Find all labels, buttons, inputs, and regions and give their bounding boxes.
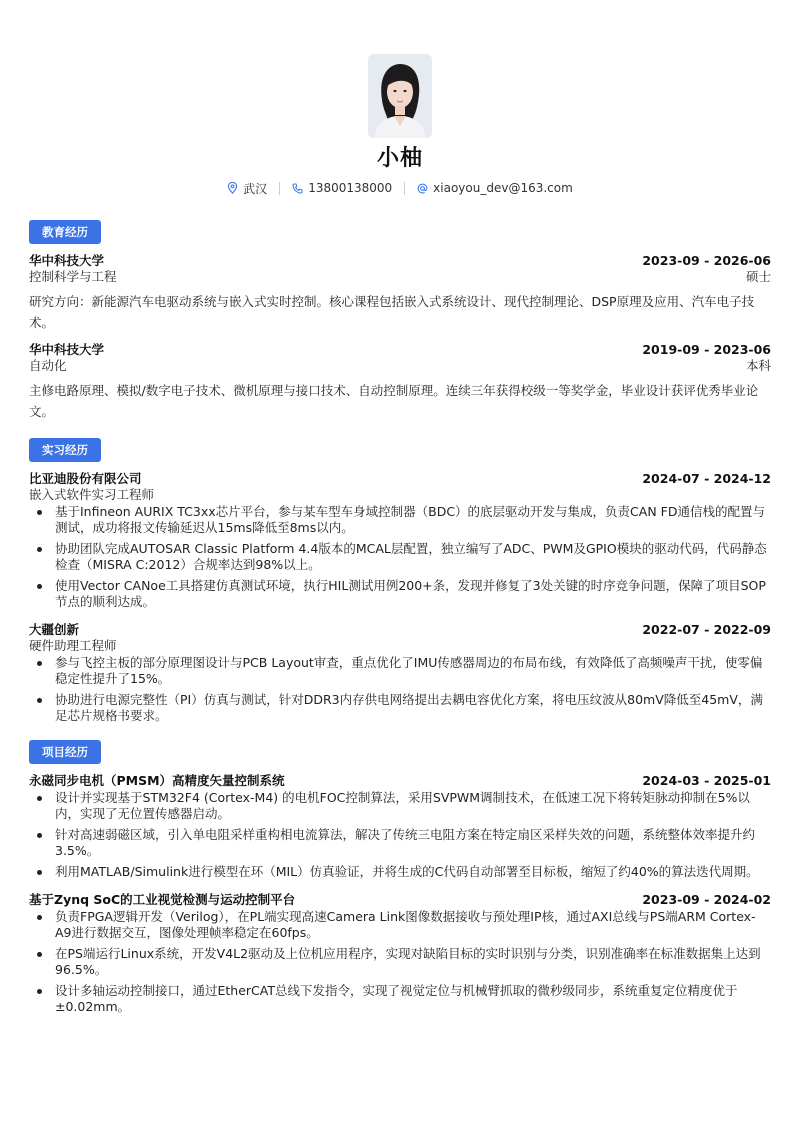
contact-divider	[279, 182, 280, 195]
major: 控制科学与工程	[29, 269, 117, 284]
project-name: 永磁同步电机（PMSM）高精度矢量控制系统	[29, 773, 285, 788]
list-item: 设计多轴运动控制接口，通过EtherCAT总线下发指令，实现了视觉定位与机械臂抓取的微秒级同步，系统重复定位精度优于±0.02mm。	[29, 983, 771, 1015]
project-item	[29, 892, 771, 1015]
section-title-internship: 实习经历	[29, 438, 101, 462]
resume-header	[29, 0, 771, 196]
contact-email[interactable]	[417, 181, 573, 195]
contact-divider	[404, 182, 405, 195]
internship-dates: 2022-07 - 2022-09	[642, 622, 771, 637]
achievement-list	[29, 790, 771, 880]
contact-phone	[292, 181, 392, 195]
job-role: 硬件助理工程师	[29, 638, 117, 653]
education-item	[29, 342, 771, 422]
project-item	[29, 773, 771, 880]
list-item: 设计并实现基于STM32F4 (Cortex-M4) 的电机FOC控制算法，采用SVPWM调制技术，在低速工况下将转矩脉动抑制在5%以内，实现了无位置传感器启动。	[29, 790, 771, 822]
education-description: 研究方向：新能源汽车电驱动系统与嵌入式实时控制。核心课程包括嵌入式系统设计、现代控制理论、DSP原理及应用、汽车电子技术。	[29, 294, 755, 330]
list-item: 负责FPGA逻辑开发（Verilog），在PL端实现高速Camera Link图像数据接收与预处理IP核，通过AXI总线与PS端ARM Cortex-A9进行数据交互，图像处理帧率稳定在60fps。	[29, 909, 771, 941]
internship-dates: 2024-07 - 2024-12	[642, 471, 771, 486]
school-name: 华中科技大学	[29, 253, 105, 268]
profile-photo	[368, 54, 432, 138]
internship-item	[29, 622, 771, 724]
degree: 本科	[745, 358, 771, 373]
education-description: 主修电路原理、模拟/数字电子技术、微机原理与接口技术、自动控制原理。连续三年获得校级一等奖学金，毕业设计获评优秀毕业论文。	[29, 383, 759, 419]
contact-info	[227, 180, 573, 196]
achievement-list	[29, 655, 771, 724]
education-item	[29, 253, 771, 333]
list-item: 在PS端运行Linux系统，开发V4L2驱动及上位机应用程序，实现对缺陷目标的实时识别与分类，识别准确率在标准数据集上达到96.5%。	[29, 946, 771, 978]
education-section	[29, 220, 771, 422]
education-dates: 2019-09 - 2023-06	[642, 342, 771, 357]
location-pin-icon	[227, 182, 238, 194]
list-item: 协助进行电源完整性（PI）仿真与测试，针对DDR3内存供电网络提出去耦电容优化方案，将电压纹波从80mV降低至45mV，满足芯片规格书要求。	[29, 692, 771, 724]
projects-section	[29, 740, 771, 1015]
city-text: 武汉	[243, 181, 268, 196]
section-title-projects: 项目经历	[29, 740, 101, 764]
internship-section	[29, 438, 771, 724]
company-name: 比亚迪股份有限公司	[29, 471, 142, 486]
major: 自动化	[29, 358, 67, 373]
project-dates: 2024-03 - 2025-01	[642, 773, 771, 788]
phone-icon	[292, 183, 303, 194]
company-name: 大疆创新	[29, 622, 80, 637]
avatar-portrait-icon	[368, 54, 432, 138]
list-item: 使用Vector CANoe工具搭建仿真测试环境，执行HIL测试用例200+条，发现并修复了3处关键的时序竞争问题，保障了项目SOP节点的顺利达成。	[29, 578, 771, 610]
project-name: 基于Zynq SoC的工业视觉检测与运动控制平台	[29, 892, 296, 907]
at-sign-icon	[417, 183, 428, 194]
email-text[interactable]: xiaoyou_dev@163.com	[433, 181, 573, 195]
list-item: 协助团队完成AUTOSAR Classic Platform 4.4版本的MCAL层配置，独立编写了ADC、PWM及GPIO模块的驱动代码，代码静态检查（MISRA C:2012）合规率达到98%以上。	[29, 541, 771, 573]
internship-item	[29, 471, 771, 610]
degree: 硕士	[745, 269, 771, 284]
list-item: 针对高速弱磁区域，引入单电阻采样重构相电流算法，解决了传统三电阻方案在特定扇区采样失效的问题，系统整体效率提升约3.5%。	[29, 827, 771, 859]
section-title-education: 教育经历	[29, 220, 101, 244]
list-item: 基于Infineon AURIX TC3xx芯片平台，参与某车型车身域控制器（BDC）的底层驱动开发与集成，负责CAN FD通信栈的配置与测试，成功将报文传输延迟从15ms降低至8ms以内。	[29, 504, 771, 536]
list-item: 利用MATLAB/Simulink进行模型在环（MIL）仿真验证，并将生成的C代码自动部署至目标板，缩短了约40%的算法迭代周期。	[29, 864, 771, 880]
job-role: 嵌入式软件实习工程师	[29, 487, 155, 502]
phone-text: 13800138000	[308, 181, 393, 195]
achievement-list	[29, 909, 771, 1015]
school-name: 华中科技大学	[29, 342, 105, 357]
project-dates: 2023-09 - 2024-02	[642, 892, 771, 907]
contact-city	[227, 180, 267, 197]
education-dates: 2023-09 - 2026-06	[642, 253, 771, 268]
candidate-name: 小柚	[376, 146, 423, 171]
list-item: 参与飞控主板的部分原理图设计与PCB Layout审查，重点优化了IMU传感器周边的布局布线，有效降低了高频噪声干扰，使零偏稳定性提升了15%。	[29, 655, 771, 687]
achievement-list	[29, 504, 771, 610]
